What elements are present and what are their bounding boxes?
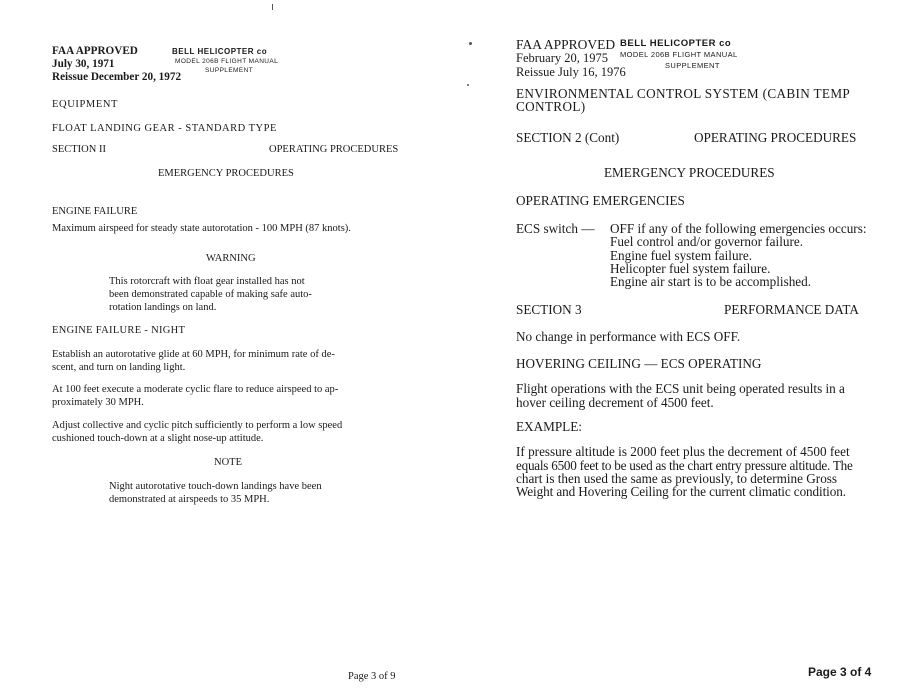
approval-date: February 20, 1975 — [516, 51, 608, 65]
supplement-label: SUPPLEMENT — [665, 61, 720, 70]
section3-title: PERFORMANCE DATA — [724, 302, 859, 317]
engine-failure-night-heading: ENGINE FAILURE - NIGHT — [52, 325, 186, 336]
example-paragraph: Weight and Hovering Ceiling for the current climatic condition. — [516, 484, 846, 499]
company-name: BELL HELICOPTER co — [172, 47, 268, 56]
ecs-title: ENVIRONMENTAL CONTROL SYSTEM (CABIN TEMP — [516, 86, 851, 101]
warning-line: rotation landings on land. — [109, 302, 217, 313]
off-condition-line: Helicopter fuel system failure. — [610, 261, 771, 276]
ecs-title: CONTROL) — [516, 99, 586, 114]
section-title: OPERATING PROCEDURES — [269, 144, 399, 155]
manual-title: MODEL 206B FLIGHT MANUAL — [620, 50, 738, 59]
off-condition-line: Fuel control and/or governor failure. — [610, 234, 803, 249]
off-condition-line: Engine air start is to be accomplished. — [610, 274, 812, 289]
warning-label: WARNING — [206, 253, 256, 264]
scan-mark — [469, 42, 472, 45]
faa-approved-label: FAA APPROVED — [516, 37, 616, 52]
reissue-date: Reissue December 20, 1972 — [52, 71, 182, 83]
off-condition-line: OFF if any of the following emergencies occurs: — [610, 221, 867, 236]
scan-mark — [467, 84, 469, 86]
warning-line: been demonstrated capable of making safe auto- — [109, 289, 312, 300]
section3-label: SECTION 3 — [516, 302, 582, 317]
scan-mark — [272, 4, 273, 10]
note-label: NOTE — [214, 457, 242, 468]
emergency-heading: EMERGENCY PROCEDURES — [604, 165, 775, 180]
example-paragraph: chart is then used the same as previously, to determine Gross — [516, 471, 838, 486]
gear-title: FLOAT LANDING GEAR - STANDARD TYPE — [52, 123, 277, 134]
warning-line: This rotorcraft with float gear installed has not — [109, 276, 305, 287]
approval-date: July 30, 1971 — [52, 58, 115, 70]
off-condition-line: Engine fuel system failure. — [610, 248, 753, 263]
equipment-heading: EQUIPMENT — [52, 99, 119, 110]
example-paragraph: equals 6500 feet to be used as the chart entry pressure altitude. The — [516, 458, 853, 473]
flight-ops-paragraph: hover ceiling decrement of 4500 feet. — [516, 395, 714, 410]
emergency-heading: EMERGENCY PROCEDURES — [158, 168, 294, 179]
note-line: Night autorotative touch-down landings have been — [109, 481, 322, 492]
no-change-text: No change in performance with ECS OFF. — [516, 329, 741, 344]
section-title: OPERATING PROCEDURES — [694, 130, 857, 145]
adjust-paragraph: cushioned touch-down at a slight nose-up attitude. — [52, 433, 264, 444]
faa-approved-label: FAA APPROVED — [52, 45, 138, 57]
flare-paragraph: proximately 30 MPH. — [52, 397, 144, 408]
adjust-paragraph: Adjust collective and cyclic pitch sufficiently to perform a low speed — [52, 420, 343, 431]
company-name: BELL HELICOPTER co — [620, 38, 732, 49]
right-page-number: Page 3 of 4 — [808, 665, 872, 679]
manual-title: MODEL 206B FLIGHT MANUAL — [175, 58, 279, 65]
reissue-date: Reissue July 16, 1976 — [516, 65, 626, 79]
engine-failure-heading: ENGINE FAILURE — [52, 206, 138, 217]
section-label: SECTION 2 (Cont) — [516, 130, 620, 145]
airspeed-text: Maximum airspeed for steady state autorotation - 100 MPH (87 knots). — [52, 223, 351, 234]
section-label: SECTION II — [52, 144, 106, 155]
ecs-switch-label: ECS switch — — [516, 221, 595, 236]
operating-emergencies-heading: OPERATING EMERGENCIES — [516, 193, 685, 208]
note-line: demonstrated at airspeeds to 35 MPH. — [109, 494, 270, 505]
glide-paragraph: Establish an autorotative glide at 60 MPH, for minimum rate of de- — [52, 349, 335, 360]
example-paragraph: If pressure altitude is 2000 feet plus the decrement of 4500 feet — [516, 444, 850, 459]
flare-paragraph: At 100 feet execute a moderate cyclic flare to reduce airspeed to ap- — [52, 384, 339, 395]
flight-ops-paragraph: Flight operations with the ECS unit being operated results in a — [516, 381, 845, 396]
example-label: EXAMPLE: — [516, 419, 582, 434]
glide-paragraph: scent, and turn on landing light. — [52, 362, 186, 373]
supplement-label: SUPPLEMENT — [205, 67, 254, 74]
hovering-ceiling-heading: HOVERING CEILING — ECS OPERATING — [516, 356, 762, 371]
left-page-number: Page 3 of 9 — [348, 671, 396, 682]
